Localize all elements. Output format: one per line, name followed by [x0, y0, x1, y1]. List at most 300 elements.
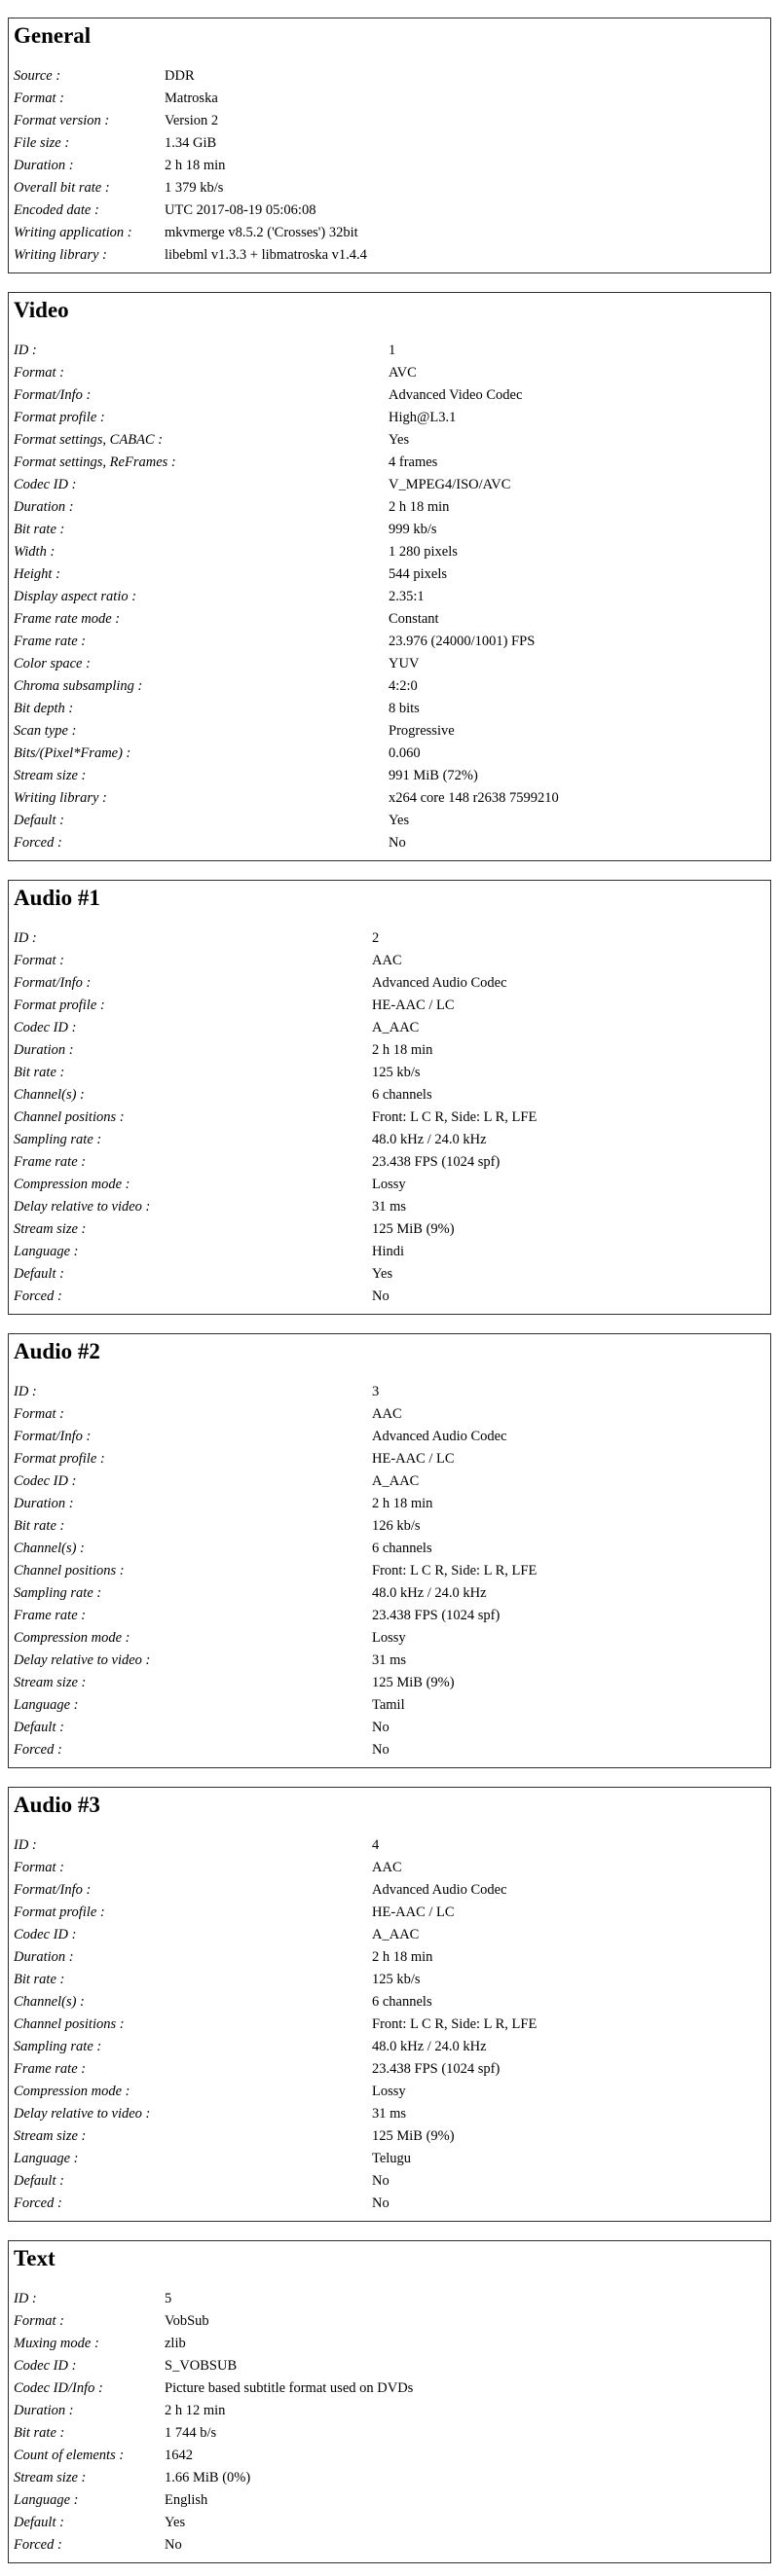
info-row	[14, 2333, 765, 2355]
info-row	[14, 1739, 765, 1761]
info-row	[14, 608, 765, 631]
field-label: Codec ID :	[14, 1927, 77, 1942]
field-label: Compression mode :	[14, 1177, 130, 1192]
info-row	[14, 1879, 765, 1902]
info-rows	[14, 1834, 765, 2215]
info-rows	[14, 65, 765, 267]
field-label: Duration :	[14, 499, 74, 515]
field-value: zlib	[165, 2336, 186, 2351]
field-value: 48.0 kHz / 24.0 kHz	[372, 2039, 487, 2054]
field-value: 48.0 kHz / 24.0 kHz	[372, 1132, 487, 1147]
field-label: ID :	[14, 930, 37, 946]
field-label: Format profile :	[14, 998, 105, 1013]
field-label: Display aspect ratio :	[14, 589, 137, 604]
info-row	[14, 1039, 765, 1062]
field-value: 125 kb/s	[372, 1972, 421, 1987]
field-value: S_VOBSUB	[165, 2358, 238, 2374]
field-value: Yes	[372, 1266, 393, 1282]
field-value: V_MPEG4/ISO/AVC	[389, 477, 511, 492]
info-row	[14, 972, 765, 995]
info-row	[14, 384, 765, 407]
field-label: Width :	[14, 544, 56, 560]
field-value: 2 h 18 min	[372, 1949, 433, 1965]
audio-1-section	[8, 880, 771, 1315]
info-row	[14, 1582, 765, 1605]
info-row	[14, 340, 765, 362]
field-value: 1.66 MiB (0%)	[165, 2470, 251, 2485]
field-value: 991 MiB (72%)	[389, 768, 478, 783]
field-label: Scan type :	[14, 723, 77, 739]
info-row	[14, 2193, 765, 2215]
info-rows	[14, 1381, 765, 1761]
field-label: Channel positions :	[14, 1109, 125, 1125]
field-value: 4 frames	[389, 454, 438, 470]
info-row	[14, 1129, 765, 1151]
general-section	[8, 18, 771, 273]
field-label: Format :	[14, 365, 64, 381]
info-row	[14, 132, 765, 155]
info-row	[14, 1084, 765, 1107]
field-value: mkvmerge v8.5.2 ('Crosses') 32bit	[165, 225, 358, 240]
info-row	[14, 1493, 765, 1515]
field-value: No	[372, 1288, 390, 1304]
info-row	[14, 675, 765, 698]
field-label: Format profile :	[14, 410, 105, 425]
field-label: Encoded date :	[14, 202, 99, 218]
info-row	[14, 2400, 765, 2422]
field-label: Forced :	[14, 835, 62, 851]
field-value: Advanced Audio Codec	[372, 1429, 507, 1444]
field-value: 31 ms	[372, 1199, 407, 1215]
field-value: 4:2:0	[389, 678, 418, 694]
text-section	[8, 2240, 771, 2563]
info-row	[14, 810, 765, 832]
info-row	[14, 1538, 765, 1560]
info-row	[14, 541, 765, 563]
info-row	[14, 1286, 765, 1308]
field-label: Frame rate :	[14, 1608, 87, 1623]
info-row	[14, 1694, 765, 1717]
field-label: Format :	[14, 1860, 64, 1875]
field-value: No	[372, 2173, 390, 2189]
field-value: Version 2	[165, 113, 219, 128]
info-row	[14, 1627, 765, 1650]
field-value: 126 kb/s	[372, 1518, 421, 1534]
field-label: Format/Info :	[14, 1429, 92, 1444]
field-value: 31 ms	[372, 2106, 407, 2122]
field-label: Bit depth :	[14, 701, 74, 716]
field-value: Constant	[389, 611, 439, 627]
field-value: Lossy	[372, 2084, 406, 2099]
field-label: Muxing mode :	[14, 2336, 99, 2351]
field-label: Format settings, ReFrames :	[14, 454, 176, 470]
field-label: Format profile :	[14, 1905, 105, 1920]
field-label: Sampling rate :	[14, 2039, 102, 2054]
field-label: Frame rate :	[14, 634, 87, 649]
info-row	[14, 2310, 765, 2333]
field-value: 23.438 FPS (1024 spf)	[372, 1608, 501, 1623]
info-row	[14, 927, 765, 950]
field-value: Tamil	[372, 1697, 405, 1713]
info-row	[14, 563, 765, 586]
info-row	[14, 2422, 765, 2445]
field-value: 23.438 FPS (1024 spf)	[372, 1154, 501, 1170]
info-row	[14, 407, 765, 429]
info-rows	[14, 2288, 765, 2557]
field-label: Stream size :	[14, 1221, 87, 1237]
info-row	[14, 2081, 765, 2103]
field-label: Delay relative to video :	[14, 1199, 151, 1215]
field-label: Format/Info :	[14, 387, 92, 403]
field-value: 2 h 12 min	[165, 2403, 226, 2418]
field-value: AAC	[372, 1860, 402, 1875]
info-row	[14, 200, 765, 222]
info-row	[14, 1448, 765, 1470]
field-label: Codec ID/Info :	[14, 2380, 103, 2396]
field-label: Stream size :	[14, 768, 87, 783]
field-value: YUV	[389, 656, 420, 671]
field-value: x264 core 148 r2638 7599210	[389, 790, 559, 806]
field-value: 31 ms	[372, 1652, 407, 1668]
info-row	[14, 1403, 765, 1426]
field-label: Overall bit rate :	[14, 180, 110, 196]
info-row	[14, 2377, 765, 2400]
info-row	[14, 474, 765, 496]
info-row	[14, 1196, 765, 1218]
info-row	[14, 1717, 765, 1739]
field-label: Forced :	[14, 2195, 62, 2211]
field-value: No	[372, 2195, 390, 2211]
info-row	[14, 155, 765, 177]
field-value: AVC	[389, 365, 417, 381]
field-value: 1642	[165, 2448, 193, 2463]
info-row	[14, 177, 765, 200]
field-label: Codec ID :	[14, 1473, 77, 1489]
info-row	[14, 429, 765, 452]
field-label: Duration :	[14, 1496, 74, 1511]
info-row	[14, 496, 765, 519]
info-row	[14, 1672, 765, 1694]
field-label: Compression mode :	[14, 2084, 130, 2099]
field-value: libebml v1.3.3 + libmatroska v1.4.4	[165, 247, 367, 263]
info-row	[14, 1107, 765, 1129]
field-label: Bit rate :	[14, 1972, 65, 1987]
field-label: Height :	[14, 566, 60, 582]
field-value: 125 MiB (9%)	[372, 2128, 455, 2144]
field-label: Format :	[14, 953, 64, 968]
field-value: 125 kb/s	[372, 1065, 421, 1080]
field-value: VobSub	[165, 2313, 209, 2329]
field-value: No	[372, 1742, 390, 1758]
field-label: Stream size :	[14, 2470, 87, 2485]
field-value: Telugu	[372, 2151, 412, 2166]
info-row	[14, 1470, 765, 1493]
field-value: 125 MiB (9%)	[372, 1675, 455, 1690]
field-value: 1.34 GiB	[165, 135, 217, 151]
field-label: Frame rate :	[14, 2061, 87, 2077]
field-label: Default :	[14, 1720, 64, 1735]
section-title: Audio #1	[14, 886, 100, 910]
field-label: Frame rate mode :	[14, 611, 121, 627]
info-row	[14, 765, 765, 787]
info-row	[14, 1991, 765, 2014]
field-label: Channel(s) :	[14, 1087, 85, 1103]
info-row	[14, 244, 765, 267]
field-label: Duration :	[14, 2403, 74, 2418]
field-label: Writing library :	[14, 247, 107, 263]
field-value: 4	[372, 1837, 380, 1853]
field-label: Stream size :	[14, 2128, 87, 2144]
info-row	[14, 88, 765, 110]
field-value: 3	[372, 1384, 380, 1399]
info-row	[14, 1515, 765, 1538]
info-row	[14, 1902, 765, 1924]
video-section	[8, 292, 771, 861]
field-value: AAC	[372, 953, 402, 968]
field-label: Channel(s) :	[14, 1541, 85, 1556]
info-row	[14, 2467, 765, 2489]
field-value: 2	[372, 930, 380, 946]
info-row	[14, 2103, 765, 2125]
field-value: 0.060	[389, 745, 421, 761]
field-value: 1 280 pixels	[389, 544, 458, 560]
field-label: Delay relative to video :	[14, 2106, 151, 2122]
field-label: Stream size :	[14, 1675, 87, 1690]
field-label: ID :	[14, 2291, 37, 2306]
info-row	[14, 631, 765, 653]
field-label: Format/Info :	[14, 1882, 92, 1898]
field-value: 23.438 FPS (1024 spf)	[372, 2061, 501, 2077]
info-row	[14, 2036, 765, 2058]
field-value: 6 channels	[372, 1087, 432, 1103]
info-row	[14, 2170, 765, 2193]
info-row	[14, 1834, 765, 1857]
info-row	[14, 1605, 765, 1627]
field-value: Lossy	[372, 1630, 406, 1646]
field-label: Frame rate :	[14, 1154, 87, 1170]
info-row	[14, 2355, 765, 2377]
info-row	[14, 787, 765, 810]
field-label: Count of elements :	[14, 2448, 125, 2463]
info-row	[14, 452, 765, 474]
field-value: 544 pixels	[389, 566, 448, 582]
field-value: High@L3.1	[389, 410, 457, 425]
field-label: Language :	[14, 2151, 79, 2166]
field-value: A_AAC	[372, 1020, 420, 1035]
field-label: Format :	[14, 1406, 64, 1422]
field-value: 6 channels	[372, 1994, 432, 2010]
field-value: 48.0 kHz / 24.0 kHz	[372, 1585, 487, 1601]
field-label: Sampling rate :	[14, 1132, 102, 1147]
field-value: HE-AAC / LC	[372, 998, 455, 1013]
info-rows	[14, 340, 765, 854]
field-label: Language :	[14, 2492, 79, 2508]
info-row	[14, 1946, 765, 1969]
field-label: Default :	[14, 2515, 64, 2530]
audio-3-section	[8, 1787, 771, 2222]
info-row	[14, 2014, 765, 2036]
field-label: Duration :	[14, 1949, 74, 1965]
field-label: Format :	[14, 2313, 64, 2329]
info-row	[14, 362, 765, 384]
field-label: Codec ID :	[14, 477, 77, 492]
info-row	[14, 2058, 765, 2081]
info-row	[14, 832, 765, 854]
info-row	[14, 995, 765, 1017]
field-label: Format/Info :	[14, 975, 92, 991]
info-row	[14, 1381, 765, 1403]
section-title: Audio #3	[14, 1793, 100, 1817]
field-value: 1	[389, 343, 396, 358]
field-value: DDR	[165, 68, 195, 84]
field-value: No	[389, 835, 406, 851]
info-row	[14, 743, 765, 765]
field-value: Hindi	[372, 1244, 405, 1259]
field-label: ID :	[14, 1837, 37, 1853]
field-value: 2.35:1	[389, 589, 425, 604]
field-value: 2 h 18 min	[389, 499, 450, 515]
info-row	[14, 2489, 765, 2512]
info-row	[14, 950, 765, 972]
info-row	[14, 222, 765, 244]
field-value: 8 bits	[389, 701, 420, 716]
field-label: Forced :	[14, 1288, 62, 1304]
info-row	[14, 2445, 765, 2467]
field-value: 2 h 18 min	[165, 158, 226, 173]
field-label: Source :	[14, 68, 61, 84]
field-label: Language :	[14, 1697, 79, 1713]
field-value: No	[165, 2537, 182, 2553]
info-row	[14, 2512, 765, 2534]
field-value: HE-AAC / LC	[372, 1451, 455, 1467]
info-row	[14, 1218, 765, 1241]
section-title: Text	[14, 2246, 56, 2270]
info-row	[14, 2288, 765, 2310]
field-label: Format profile :	[14, 1451, 105, 1467]
field-label: Chroma subsampling :	[14, 678, 143, 694]
field-label: Forced :	[14, 1742, 62, 1758]
field-value: Front: L C R, Side: L R, LFE	[372, 1563, 538, 1578]
info-row	[14, 720, 765, 743]
field-value: UTC 2017-08-19 05:06:08	[165, 202, 316, 218]
field-label: Delay relative to video :	[14, 1652, 151, 1668]
field-label: Codec ID :	[14, 1020, 77, 1035]
field-label: Color space :	[14, 656, 91, 671]
field-label: Bit rate :	[14, 2425, 65, 2441]
info-row	[14, 65, 765, 88]
info-row	[14, 1650, 765, 1672]
info-row	[14, 698, 765, 720]
field-label: Forced :	[14, 2537, 62, 2553]
field-value: Yes	[389, 432, 410, 448]
field-value: Front: L C R, Side: L R, LFE	[372, 1109, 538, 1125]
info-row	[14, 1263, 765, 1286]
field-label: Bit rate :	[14, 1518, 65, 1534]
info-row	[14, 653, 765, 675]
field-value: 125 MiB (9%)	[372, 1221, 455, 1237]
field-label: Sampling rate :	[14, 1585, 102, 1601]
field-label: ID :	[14, 1384, 37, 1399]
info-row	[14, 2125, 765, 2148]
field-value: Advanced Video Codec	[389, 387, 523, 403]
field-label: Writing application :	[14, 225, 132, 240]
field-value: English	[165, 2492, 208, 2508]
info-row	[14, 519, 765, 541]
field-value: A_AAC	[372, 1927, 420, 1942]
info-rows	[14, 927, 765, 1308]
info-row	[14, 586, 765, 608]
field-value: 1 744 b/s	[165, 2425, 217, 2441]
field-value: 2 h 18 min	[372, 1496, 433, 1511]
info-row	[14, 1062, 765, 1084]
info-row	[14, 1560, 765, 1582]
field-label: Default :	[14, 1266, 64, 1282]
info-row	[14, 2534, 765, 2557]
info-row	[14, 1241, 765, 1263]
field-value: A_AAC	[372, 1473, 420, 1489]
field-value: No	[372, 1720, 390, 1735]
info-row	[14, 110, 765, 132]
field-label: Compression mode :	[14, 1630, 130, 1646]
field-value: Yes	[165, 2515, 186, 2530]
field-label: ID :	[14, 343, 37, 358]
field-label: Duration :	[14, 1042, 74, 1058]
section-title: Video	[14, 298, 69, 322]
field-label: Codec ID :	[14, 2358, 77, 2374]
field-value: HE-AAC / LC	[372, 1905, 455, 1920]
field-value: 999 kb/s	[389, 522, 437, 537]
field-label: Format :	[14, 91, 64, 106]
field-label: File size :	[14, 135, 70, 151]
field-label: Bits/(Pixel*Frame) :	[14, 745, 131, 761]
field-label: Language :	[14, 1244, 79, 1259]
info-row	[14, 1174, 765, 1196]
info-row	[14, 1017, 765, 1039]
info-row	[14, 1151, 765, 1174]
field-value: Yes	[389, 813, 410, 828]
field-label: Writing library :	[14, 790, 107, 806]
section-title: General	[14, 23, 92, 48]
info-row	[14, 1857, 765, 1879]
field-value: Advanced Audio Codec	[372, 1882, 507, 1898]
field-value: AAC	[372, 1406, 402, 1422]
field-value: 23.976 (24000/1001) FPS	[389, 634, 536, 649]
field-value: Picture based subtitle format used on DVDs	[165, 2380, 414, 2396]
field-value: Front: L C R, Side: L R, LFE	[372, 2016, 538, 2032]
field-value: 1 379 kb/s	[165, 180, 224, 196]
audio-2-section	[8, 1333, 771, 1768]
field-value: Lossy	[372, 1177, 406, 1192]
field-label: Channel positions :	[14, 1563, 125, 1578]
field-value: Matroska	[165, 91, 218, 106]
info-row	[14, 1924, 765, 1946]
field-label: Format settings, CABAC :	[14, 432, 164, 448]
field-value: 2 h 18 min	[372, 1042, 433, 1058]
field-value: Progressive	[389, 723, 455, 739]
field-label: Channel(s) :	[14, 1994, 85, 2010]
field-label: Bit rate :	[14, 522, 65, 537]
field-label: Duration :	[14, 158, 74, 173]
field-value: 5	[165, 2291, 172, 2306]
field-value: Advanced Audio Codec	[372, 975, 507, 991]
info-row	[14, 1969, 765, 1991]
field-value: 6 channels	[372, 1541, 432, 1556]
section-title: Audio #2	[14, 1339, 100, 1363]
field-label: Default :	[14, 813, 64, 828]
field-label: Bit rate :	[14, 1065, 65, 1080]
field-label: Format version :	[14, 113, 110, 128]
info-row	[14, 2148, 765, 2170]
